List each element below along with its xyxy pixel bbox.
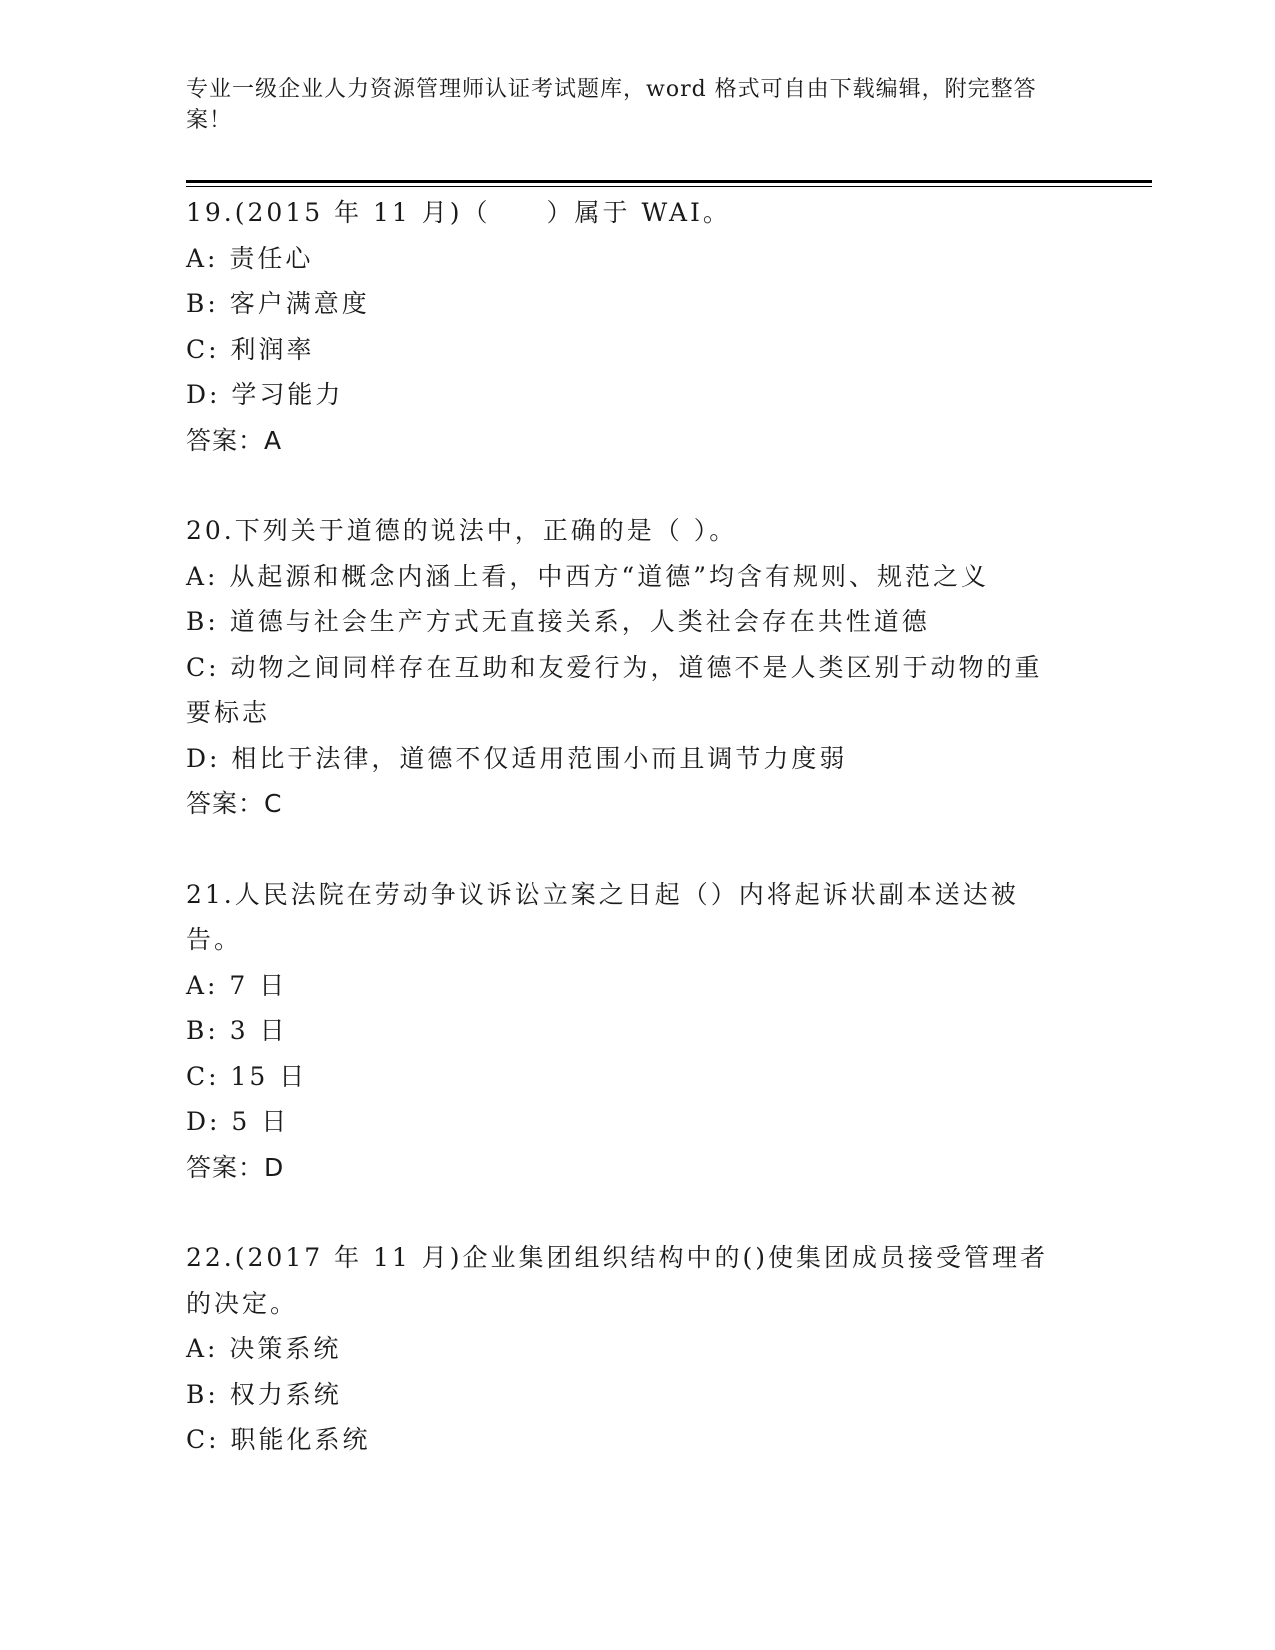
question-text: 22.(2017 年 11 月)企业集团组织结构中的()使集团成员接受管理者的决定。 <box>186 1243 1049 1318</box>
option-a: A: 决策系统 <box>186 1334 342 1363</box>
option-d: D: 学习能力 <box>186 380 344 409</box>
page-header: 专业一级企业人力资源管理师认证考试题库，word 格式可自由下载编辑，附完整答案！ <box>186 77 1037 133</box>
question-19 <box>186 190 1066 463</box>
option-a: A: 责任心 <box>186 243 314 273</box>
question-list <box>186 190 1066 1508</box>
option-a: A: 从起源和概念内涵上看，中西方“道德”均含有规则、规范之义 <box>186 561 989 591</box>
option-c: C: 利润率 <box>186 334 315 364</box>
question-text: 19.(2015 年 11 月)（ ）属于 WAI。 <box>186 198 731 227</box>
answer-line: 答案：C <box>186 789 283 818</box>
question-22 <box>186 1235 1066 1463</box>
option-a: A: 7 日 <box>186 970 288 1000</box>
header-divider-thin <box>186 186 1152 187</box>
option-b: B: 3 日 <box>186 1016 288 1045</box>
option-d: D: 5 日 <box>186 1107 290 1136</box>
option-c: C: 动物之间同样存在互助和友爱行为，道德不是人类区别于动物的重要标志 <box>186 652 1043 727</box>
answer-line: 答案：A <box>186 425 283 455</box>
question-text: 21.人民法院在劳动争议诉讼立案之日起（）内将起诉状副本送达被告。 <box>186 879 1019 954</box>
option-b: B: 权力系统 <box>186 1379 342 1409</box>
option-b: B: 客户满意度 <box>186 289 370 318</box>
option-d: D: 相比于法律，道德不仅适用范围小而且调节力度弱 <box>186 743 848 773</box>
header-divider-thick <box>186 180 1152 183</box>
question-20 <box>186 508 1066 827</box>
option-c: C: 职能化系统 <box>186 1425 371 1454</box>
option-b: B: 道德与社会生产方式无直接关系，人类社会存在共性道德 <box>186 607 930 636</box>
option-c: C: 15 日 <box>186 1061 308 1091</box>
question-21 <box>186 872 1066 1191</box>
answer-line: 答案：D <box>186 1152 285 1182</box>
question-text: 20.下列关于道德的说法中，正确的是（ ）。 <box>186 516 738 545</box>
